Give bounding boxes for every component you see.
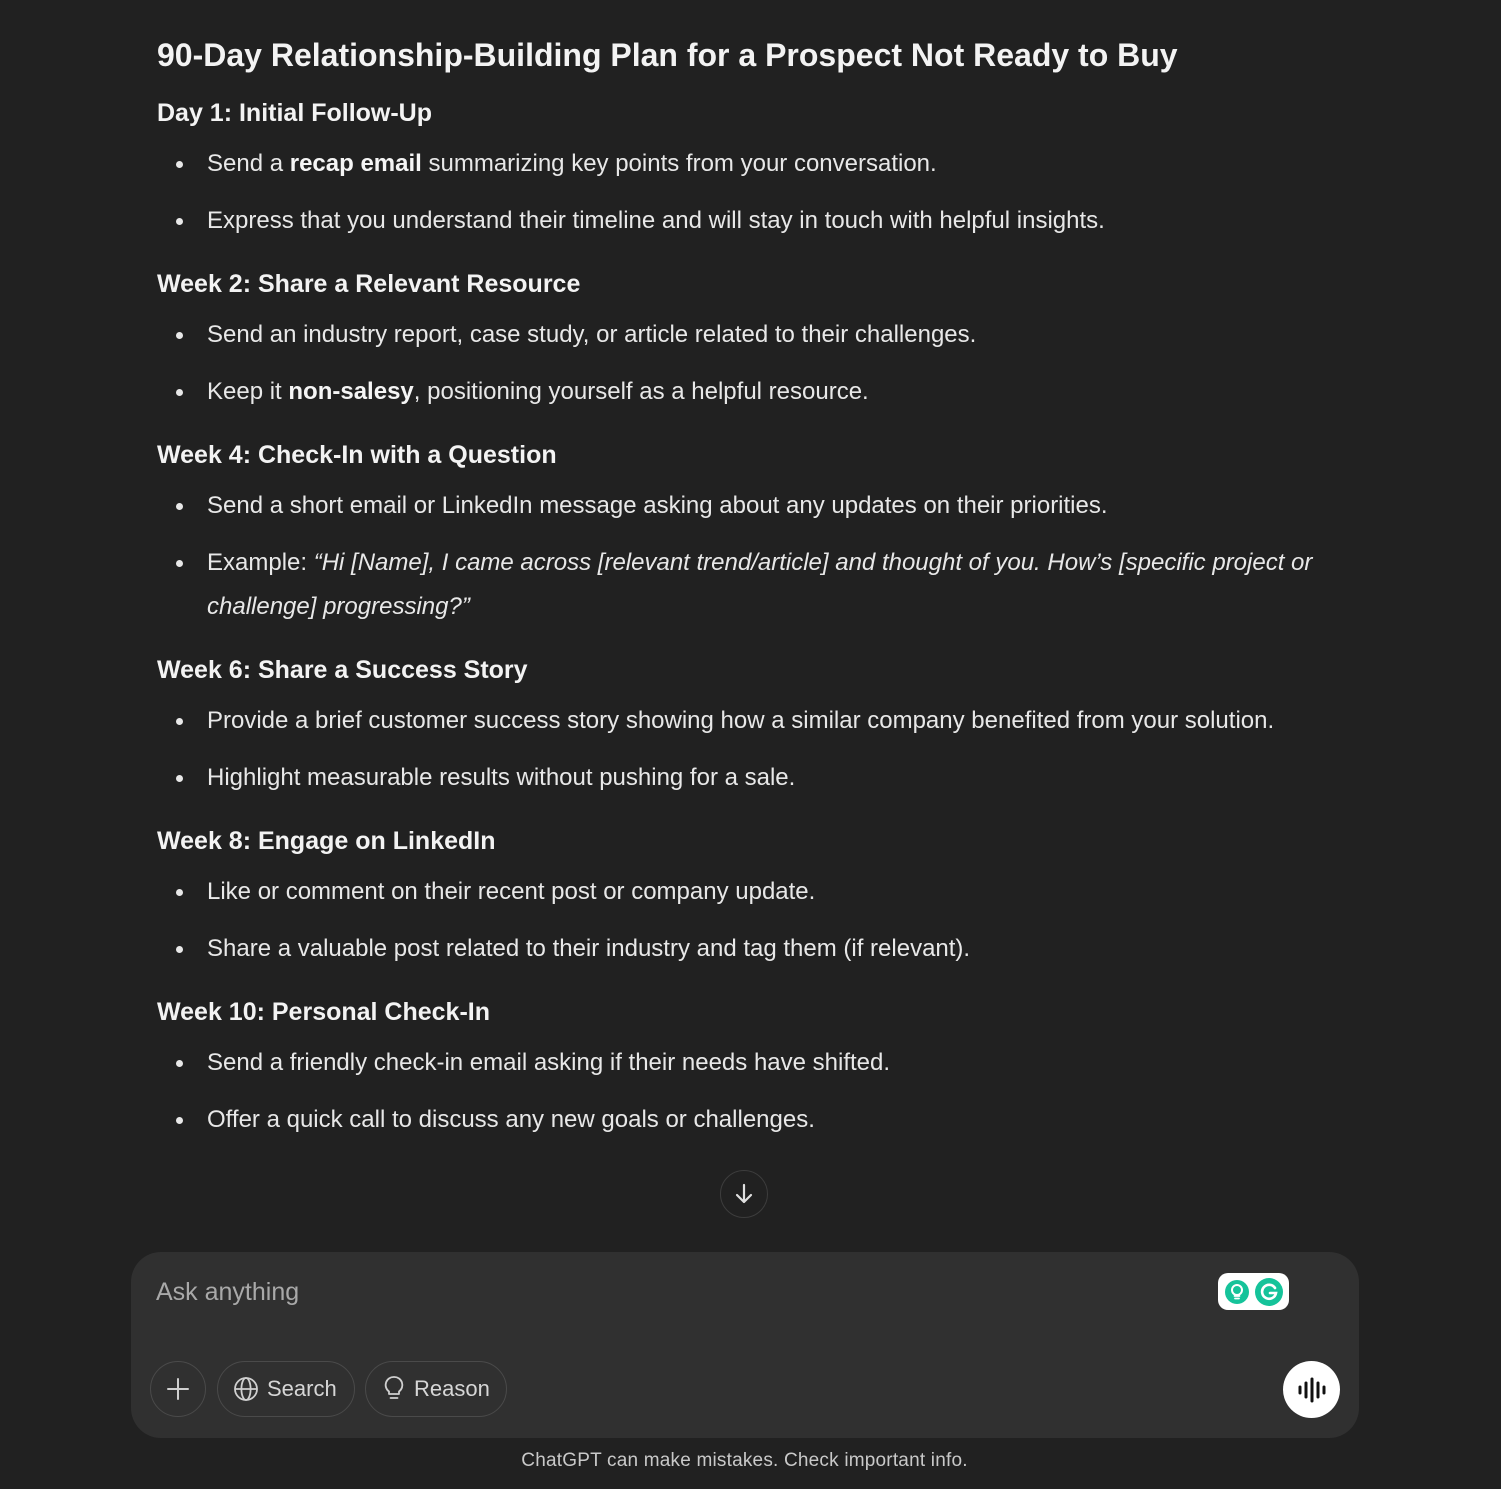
search-button-label: Search (267, 1376, 337, 1401)
bullet-item (157, 541, 1327, 629)
bullet-text: Send a short email or LinkedIn message asking about any updates on their priorities. (207, 492, 1108, 519)
bullet-item (157, 927, 1327, 971)
composer (131, 1252, 1359, 1438)
bullet-text: Share a valuable post related to their industry and tag them (if relevant). (207, 935, 971, 962)
bullet-item (157, 484, 1327, 528)
bullet-item (157, 313, 1327, 357)
bullet-item (157, 1041, 1327, 1085)
response-section (157, 993, 1327, 1142)
bullet-item (157, 870, 1327, 914)
bullet-item (157, 370, 1327, 414)
bullet-text: Like or comment on their recent post or company update. (207, 878, 816, 905)
response-section (157, 822, 1327, 971)
bullet-list (157, 142, 1327, 243)
bullet-list (157, 870, 1327, 971)
bullet-text: Keep it (207, 378, 289, 405)
bullet-list (157, 1041, 1327, 1142)
search-button[interactable] (217, 1361, 355, 1417)
bullet-text: Send a (207, 150, 290, 177)
response-section (157, 265, 1327, 414)
voice-mode-button[interactable] (1283, 1361, 1340, 1418)
voice-waveform-icon (1296, 1377, 1328, 1403)
section-heading: Week 8: Engage on LinkedIn (157, 827, 496, 855)
response-section (157, 436, 1327, 629)
bullet-text: , positioning yourself as a helpful resource. (413, 378, 869, 405)
bullet-text: Offer a quick call to discuss any new goals or challenges. (207, 1106, 815, 1133)
bullet-item (157, 199, 1327, 243)
response-section (157, 94, 1327, 243)
scroll-to-bottom-button[interactable] (720, 1170, 768, 1218)
response-sections (157, 94, 1327, 1142)
bold-text: non-salesy (288, 378, 414, 405)
bullet-text: summarizing key points from your conversation. (421, 150, 937, 177)
section-heading: Week 4: Check-In with a Question (157, 441, 557, 469)
bullet-list (157, 699, 1327, 800)
section-heading: Week 10: Personal Check-In (157, 998, 491, 1026)
bold-text: recap email (289, 150, 422, 177)
assistant-message (157, 30, 1327, 1252)
lightbulb-icon (1224, 1279, 1250, 1305)
bullet-item (157, 1098, 1327, 1142)
prompt-input[interactable] (156, 1272, 1156, 1312)
bullet-text: Example: (207, 549, 314, 576)
lightbulb-icon (382, 1375, 406, 1403)
reason-button[interactable] (365, 1361, 507, 1417)
italic-text: “Hi [Name], I came across [relevant trend/article] and thought of you. How’s [specific project or challenge] progressing?” (207, 549, 1313, 620)
bullet-list (157, 484, 1327, 629)
bullet-text: Highlight measurable results without pushing for a sale. (207, 764, 796, 791)
grammarly-widget[interactable] (1218, 1273, 1289, 1310)
bullet-text: Send an industry report, case study, or article related to their challenges. (207, 321, 977, 348)
disclaimer: ChatGPT can make mistakes. Check important info. (521, 1450, 968, 1471)
bullet-item (157, 756, 1327, 800)
plus-icon (166, 1377, 190, 1401)
grammarly-icon (1254, 1277, 1284, 1307)
bullet-text: Express that you understand their timeline and will stay in touch with helpful insights. (207, 207, 1105, 234)
response-title: 90-Day Relationship-Building Plan for a Prospect Not Ready to Buy (157, 37, 1178, 73)
bullet-list (157, 313, 1327, 414)
globe-icon (233, 1376, 259, 1402)
bullet-item (157, 699, 1327, 743)
bullet-item (157, 142, 1327, 186)
add-attachment-button[interactable] (150, 1361, 206, 1417)
reason-button-label: Reason (414, 1376, 490, 1401)
bullet-text: Provide a brief customer success story showing how a similar company benefited from your solution. (207, 707, 1275, 734)
response-section (157, 651, 1327, 800)
section-heading: Day 1: Initial Follow-Up (157, 99, 433, 127)
section-heading: Week 6: Share a Success Story (157, 656, 528, 684)
section-heading: Week 2: Share a Relevant Resource (157, 270, 581, 298)
arrow-down-icon (733, 1182, 755, 1206)
bullet-text: Send a friendly check-in email asking if their needs have shifted. (207, 1049, 891, 1076)
